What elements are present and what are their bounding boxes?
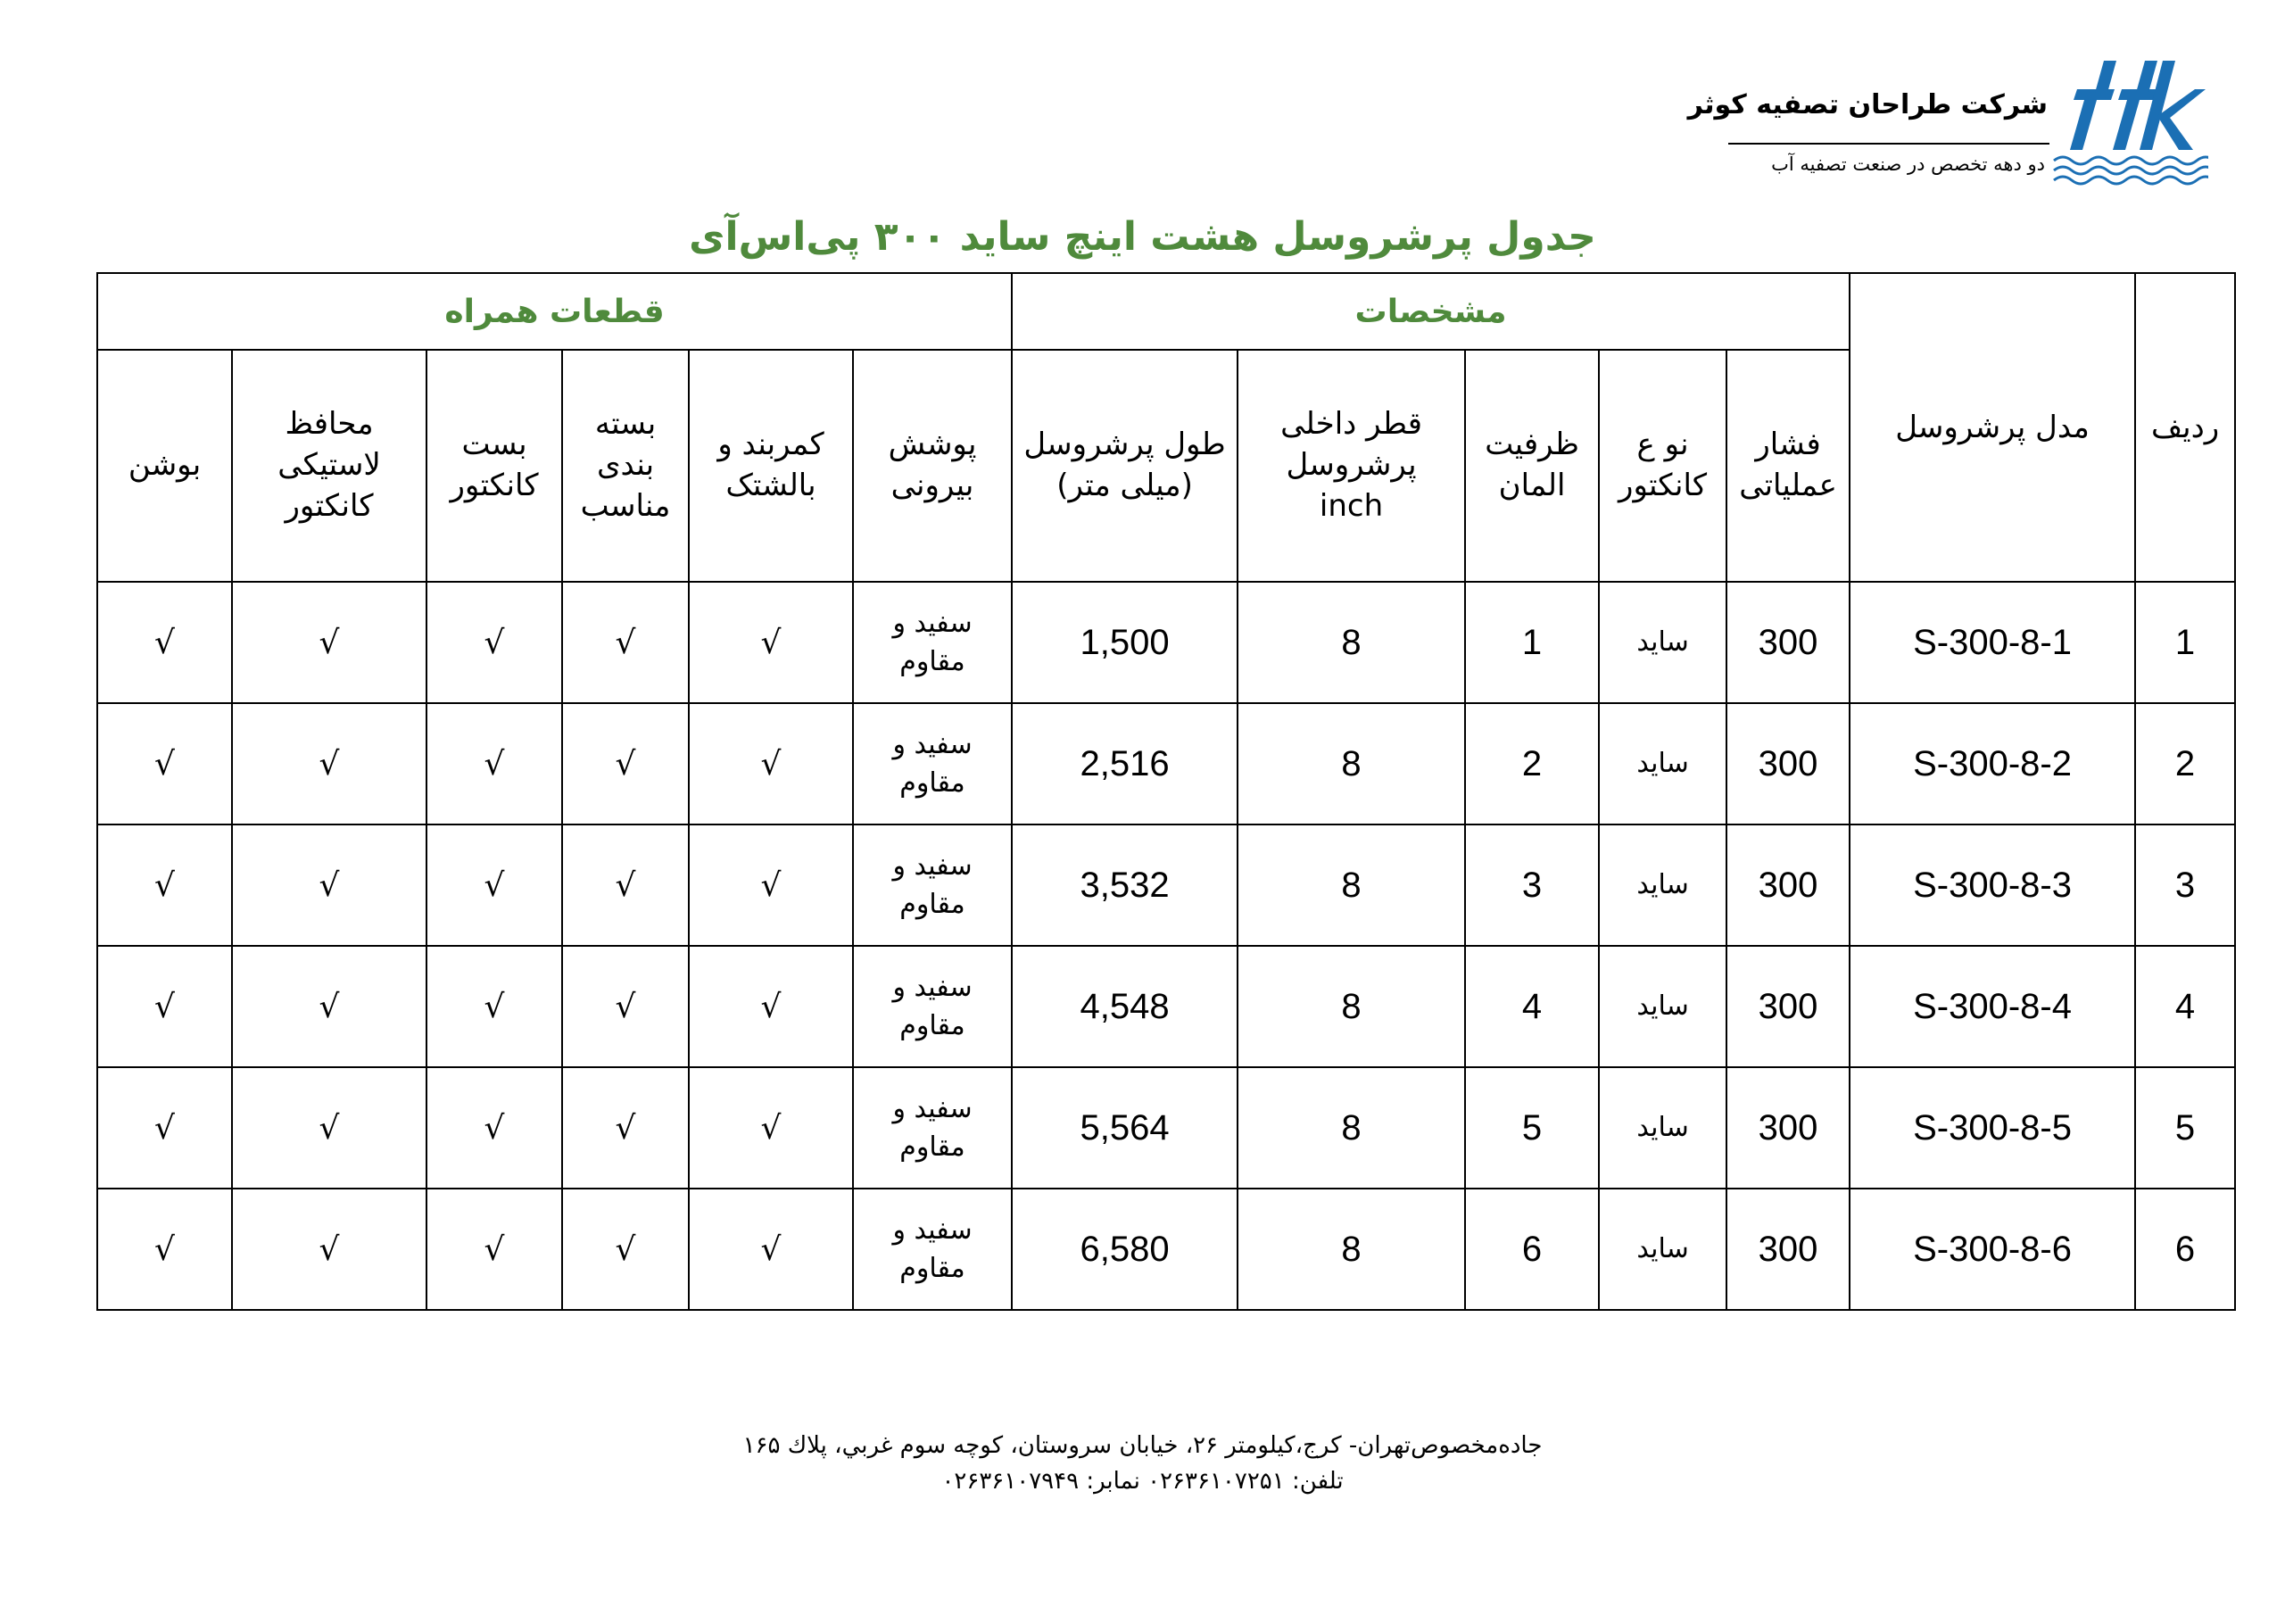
cell-length: 4,548 [1012, 946, 1238, 1067]
table-row [97, 1189, 2235, 1310]
document-title: جدول پرشروسل هشت اینچ ساید ۳۰۰ پی‌اس‌آی [689, 214, 1596, 260]
footer-phones: تلفن: ۰۲۶۳۶۱۰۷۲۵۱ نمابر: ۰۲۶۳۶۱۰۷۹۴۹ [941, 1468, 1344, 1495]
cell-pressure: 300 [1726, 1189, 1850, 1310]
cell-capacity: 3 [1465, 824, 1599, 946]
cell-packing: √ [562, 946, 689, 1067]
cell-belt: √ [689, 1067, 853, 1189]
cell-diameter: 8 [1238, 703, 1465, 824]
cell-cover: سفید و مقاوم [853, 703, 1012, 824]
cell-cover: سفید و مقاوم [853, 824, 1012, 946]
header-packing: بسته بندی مناسب [562, 350, 689, 582]
header-model: مدل پرشروسل [1850, 273, 2135, 582]
cell-clamp: √ [426, 824, 562, 946]
cell-clamp: √ [426, 1189, 562, 1310]
cell-cover: سفید و مقاوم [853, 946, 1012, 1067]
cell-pressure: 300 [1726, 824, 1850, 946]
cell-length: 6,580 [1012, 1189, 1238, 1310]
cell-bushing: √ [97, 946, 232, 1067]
table-row [97, 946, 2235, 1067]
cell-pressure: 300 [1726, 582, 1850, 703]
pressure-vessel-table [96, 272, 2236, 1311]
cell-row-no: 5 [2135, 1067, 2235, 1189]
cell-packing: √ [562, 824, 689, 946]
cell-packing: √ [562, 703, 689, 824]
cell-guard: √ [232, 1189, 426, 1310]
cell-belt: √ [689, 946, 853, 1067]
header-element-capacity: ظرفیت المان [1465, 350, 1599, 582]
header-outer-cover: پوشش بیرونی [853, 350, 1012, 582]
header-divider [1728, 143, 2049, 145]
cell-guard: √ [232, 946, 426, 1067]
company-logo [1687, 54, 2208, 187]
cell-clamp: √ [426, 703, 562, 824]
header-operating-pressure: فشار عملیاتی [1726, 350, 1850, 582]
cell-belt: √ [689, 824, 853, 946]
cell-row-no: 3 [2135, 824, 2235, 946]
header-specs-group: مشخصات [1012, 273, 1850, 350]
cell-belt: √ [689, 1189, 853, 1310]
cell-cover: سفید و مقاوم [853, 582, 1012, 703]
cell-capacity: 4 [1465, 946, 1599, 1067]
cell-connector: ساید [1599, 1189, 1726, 1310]
cell-diameter: 8 [1238, 1189, 1465, 1310]
cell-guard: √ [232, 1067, 426, 1189]
cell-diameter: 8 [1238, 824, 1465, 946]
cell-connector: ساید [1599, 1067, 1726, 1189]
cell-guard: √ [232, 824, 426, 946]
header-connector-type: نو ع کانکتور [1599, 350, 1726, 582]
cell-diameter: 8 [1238, 1067, 1465, 1189]
cell-clamp: √ [426, 946, 562, 1067]
cell-connector: ساید [1599, 582, 1726, 703]
cell-bushing: √ [97, 582, 232, 703]
table-row [97, 703, 2235, 824]
cell-pressure: 300 [1726, 1067, 1850, 1189]
cell-length: 5,564 [1012, 1067, 1238, 1189]
cell-clamp: √ [426, 1067, 562, 1189]
cell-packing: √ [562, 1189, 689, 1310]
footer-address: جادەمخصوص‌تهران- کرج،کیلومتر ۲۶، خیابان سروستان، کوچه سوم غربي، پلاك ۱۶۵ [742, 1432, 1543, 1459]
cell-pressure: 300 [1726, 703, 1850, 824]
header-vessel-length: طول پرشروسل (میلی متر) [1012, 350, 1238, 582]
ttk-logo-icon [2052, 54, 2208, 187]
cell-bushing: √ [97, 824, 232, 946]
cell-connector: ساید [1599, 946, 1726, 1067]
cell-row-no: 4 [2135, 946, 2235, 1067]
cell-guard: √ [232, 703, 426, 824]
cell-packing: √ [562, 582, 689, 703]
cell-belt: √ [689, 703, 853, 824]
cell-model: 300-8-3-S [1850, 824, 2135, 946]
cell-capacity: 6 [1465, 1189, 1599, 1310]
header-belt-cushion: کمربند و بالشتک [689, 350, 853, 582]
cell-connector: ساید [1599, 824, 1726, 946]
cell-packing: √ [562, 1067, 689, 1189]
header-connector-clamp: بست کانکتور [426, 350, 562, 582]
cell-pressure: 300 [1726, 946, 1850, 1067]
cell-capacity: 2 [1465, 703, 1599, 824]
cell-row-no: 2 [2135, 703, 2235, 824]
cell-length: 3,532 [1012, 824, 1238, 946]
cell-belt: √ [689, 582, 853, 703]
cell-model: 300-8-6-S [1850, 1189, 2135, 1310]
header-inner-diameter: قطر داخلی پرشروسل inch [1238, 350, 1465, 582]
cell-model: 300-8-1-S [1850, 582, 2135, 703]
cell-capacity: 5 [1465, 1067, 1599, 1189]
cell-bushing: √ [97, 1189, 232, 1310]
table-row [97, 1067, 2235, 1189]
header-accessories-group: قطعات همراه [97, 273, 1012, 350]
company-tagline: دو دهه تخصص در صنعت تصفیه آب [1771, 153, 2045, 175]
cell-clamp: √ [426, 582, 562, 703]
cell-cover: سفید و مقاوم [853, 1189, 1012, 1310]
cell-diameter: 8 [1238, 582, 1465, 703]
cell-model: 300-8-2-S [1850, 703, 2135, 824]
cell-model: 300-8-5-S [1850, 1067, 2135, 1189]
cell-bushing: √ [97, 1067, 232, 1189]
cell-row-no: 1 [2135, 582, 2235, 703]
cell-capacity: 1 [1465, 582, 1599, 703]
cell-connector: ساید [1599, 703, 1726, 824]
cell-model: 300-8-4-S [1850, 946, 2135, 1067]
cell-row-no: 6 [2135, 1189, 2235, 1310]
cell-length: 1,500 [1012, 582, 1238, 703]
table-row [97, 582, 2235, 703]
header-rubber-guard: محافظ لاستیکی کانکتور [232, 350, 426, 582]
header-bushing: بوشن [97, 350, 232, 582]
cell-diameter: 8 [1238, 946, 1465, 1067]
header-row-no: ردیف [2135, 273, 2235, 582]
cell-cover: سفید و مقاوم [853, 1067, 1012, 1189]
cell-bushing: √ [97, 703, 232, 824]
table-row [97, 824, 2235, 946]
cell-length: 2,516 [1012, 703, 1238, 824]
cell-guard: √ [232, 582, 426, 703]
company-name: شرکت طراحان تصفیه کوثر [1687, 89, 2048, 120]
